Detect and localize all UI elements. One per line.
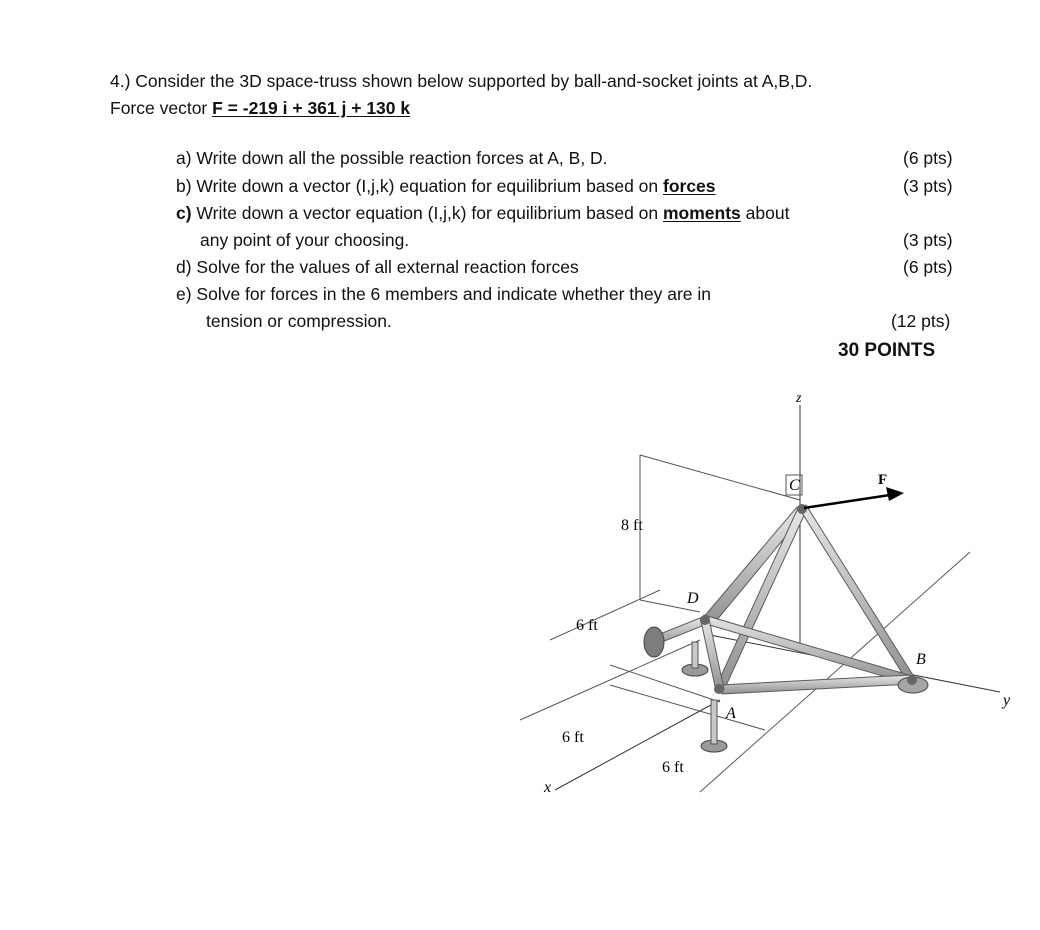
joint-D <box>700 615 710 625</box>
item-d: d) Solve for the values of all external reaction forces <box>176 257 579 277</box>
dim-line-top <box>640 455 800 500</box>
socket-wall <box>644 627 664 657</box>
item-c-letter: c) <box>176 203 192 223</box>
plane-line-hidden <box>880 552 970 560</box>
pts-a: (6 pts) <box>903 148 953 168</box>
pts-b: (3 pts) <box>903 176 953 196</box>
force-arrow-head <box>886 487 904 501</box>
pts-c: (3 pts) <box>903 230 953 250</box>
joint-A <box>714 684 724 694</box>
member-DA <box>701 619 724 691</box>
dim-6ft-3: 6 ft <box>662 759 684 776</box>
pts-e: (12 pts) <box>891 311 951 331</box>
item-b-emphasis: forces <box>663 176 716 196</box>
item-c-emphasis: moments <box>663 203 741 223</box>
force-vector: F = -219 i + 361 j + 130 k <box>212 98 411 118</box>
dim-line-6ft-a <box>550 590 660 640</box>
dim-8ft: 8 ft <box>621 517 643 534</box>
label-B: B <box>916 651 926 668</box>
label-x: x <box>544 779 552 796</box>
item-c-tail: about <box>740 203 790 223</box>
member-AB <box>720 675 912 694</box>
label-D: D <box>687 590 699 607</box>
total-points: 30 POINTS <box>838 340 936 361</box>
force-prefix: Force vector <box>110 98 213 118</box>
support-A-post <box>711 700 717 744</box>
joint-B <box>907 675 917 685</box>
item-e-cont: tension or compression. <box>206 311 392 331</box>
truss-diagram <box>500 380 1020 810</box>
dim-line-6ft-b <box>520 640 700 720</box>
question-line-1: 4.) Consider the 3D space-truss shown below supported by ball-and-socket joints at A,B,D. <box>110 71 813 91</box>
dim-6ft-2: 6 ft <box>562 729 584 746</box>
pts-d: (6 pts) <box>903 257 953 277</box>
member-CB <box>799 505 916 684</box>
item-c <box>176 203 789 224</box>
item-b-text: b) Write down a vector (I,j,k) equation for equilibrium based on <box>176 176 663 196</box>
label-z: z <box>796 391 802 406</box>
dim-6ft-1: 6 ft <box>576 617 598 634</box>
support-D-post <box>692 642 698 668</box>
item-e: e) Solve for forces in the 6 members and indicate whether they are in <box>176 284 711 304</box>
label-A: A <box>726 705 736 722</box>
label-F: F <box>878 472 888 488</box>
question-header <box>110 68 812 122</box>
item-c-text-visible: Write down a vector equation (I,j,k) for equilibrium based on <box>191 203 663 223</box>
item-c-cont: any point of your choosing. <box>200 230 410 250</box>
item-b <box>176 176 716 197</box>
item-a: a) Write down all the possible reaction forces at A, B, D. <box>176 148 608 168</box>
truss-figure <box>500 380 1020 815</box>
label-C: C <box>789 477 800 494</box>
label-y: y <box>1003 692 1011 709</box>
force-arrow-shaft <box>804 495 890 508</box>
question-line-2 <box>110 95 812 122</box>
